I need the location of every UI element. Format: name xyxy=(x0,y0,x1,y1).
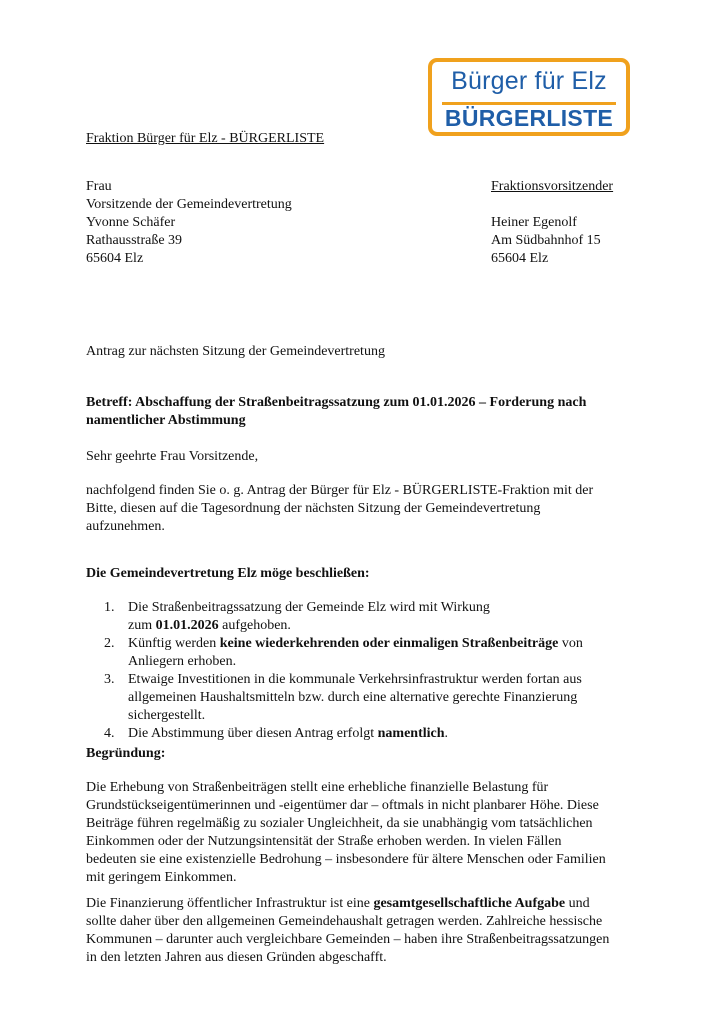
list-item-body xyxy=(128,725,448,743)
resolution-list xyxy=(104,599,664,739)
recipient-line: Rathausstraße 39 xyxy=(86,233,183,248)
recipient-block xyxy=(86,178,292,268)
reasoning-paragraph-2 xyxy=(86,895,609,967)
list-item-line: allgemeinen Haushaltsmitteln bzw. durch eine alternative gerechte Finanzierung xyxy=(128,690,578,705)
reasoning-heading: Begründung: xyxy=(86,746,166,761)
logo xyxy=(428,58,630,136)
subject-line-1: Betreff: Abschaffung der Straßenbeitragssatzung zum 01.01.2026 – Forderung nach xyxy=(86,395,587,410)
bold-run: gesamtgesellschaftliche Aufgabe xyxy=(373,896,566,911)
list-item-line: sichergestellt. xyxy=(128,708,206,723)
text-run: zum xyxy=(128,618,156,633)
recipient-line: Yvonne Schäfer xyxy=(86,215,176,230)
list-item-number: 4. xyxy=(104,726,115,741)
list-item-number: 2. xyxy=(104,636,115,651)
paragraph-line: Beiträge führen regelmäßig zu sozialer Ungleichheit, da sie unabhängig vom tatsächlichen xyxy=(86,816,593,831)
paragraph-line: mit geringem Einkommen. xyxy=(86,870,237,885)
sender-line: Am Südbahnhof 15 xyxy=(491,233,601,248)
intro-line: Antrag zur nächsten Sitzung der Gemeindevertretung xyxy=(86,344,385,359)
opening-paragraph xyxy=(86,482,593,536)
recipient-line: 65604 Elz xyxy=(86,251,144,266)
sender-block xyxy=(491,178,613,268)
list-item-body xyxy=(128,671,582,725)
sender-title: Fraktionsvorsitzender xyxy=(491,179,614,194)
paragraph-line: bedeuten sie eine existenzielle Bedrohung – insbesondere für ältere Menschen oder Familien xyxy=(86,852,606,867)
recipient-line: Vorsitzende der Gemeindevertretung xyxy=(86,197,292,212)
list-item-number: 3. xyxy=(104,672,115,687)
list-item-number: 1. xyxy=(104,600,115,615)
paragraph-line: sollte daher über den allgemeinen Gemeindehaushalt getragen werden. Zahlreiche hessische xyxy=(86,914,603,929)
subject xyxy=(86,394,586,430)
logo-line-1: Bürger für Elz xyxy=(451,67,607,95)
bold-run: keine wiederkehrenden oder einmaligen Straßenbeiträge xyxy=(219,636,559,651)
salutation: Sehr geehrte Frau Vorsitzende, xyxy=(86,449,259,464)
text-run: Künftig werden xyxy=(128,636,220,651)
paragraph-line: Einkommen oder der Nutzungsintensität der Straße erhoben werden. In vielen Fällen xyxy=(86,834,562,849)
paragraph-line xyxy=(86,895,609,913)
spacer xyxy=(491,196,613,214)
list-item-line xyxy=(128,635,583,653)
list-item-body xyxy=(128,599,490,635)
list-item-line: Etwaige Investitionen in die kommunale Verkehrsinfrastruktur werden fortan aus xyxy=(128,672,582,687)
sender-line: 65604 Elz xyxy=(491,251,549,266)
paragraph-line: Grundstückseigentümerinnen und -eigentümer dar – oftmals in nicht planbarer Höhe. Diese xyxy=(86,798,599,813)
list-item-line: Die Straßenbeitragssatzung der Gemeinde Elz wird mit Wirkung xyxy=(128,600,490,615)
bold-run: namentlich xyxy=(377,726,445,741)
paragraph-line: nachfolgend finden Sie o. g. Antrag der Bürger für Elz - BÜRGERLISTE-Fraktion mit der xyxy=(86,483,594,498)
paragraph-line: Bitte, diesen auf die Tagesordnung der nächsten Sitzung der Gemeindevertretung xyxy=(86,501,541,516)
fraction-header: Fraktion Bürger für Elz - BÜRGERLISTE xyxy=(86,131,325,146)
text-run: . xyxy=(444,726,449,741)
text-run: Die Finanzierung öffentlicher Infrastruktur ist eine xyxy=(86,896,374,911)
list-item-line xyxy=(128,617,490,635)
text-run: und xyxy=(565,896,590,911)
sender-line: Heiner Egenolf xyxy=(491,215,577,230)
list-item-line xyxy=(128,725,448,743)
list-item-body xyxy=(128,635,583,671)
paragraph-line: Kommunen – darunter auch vergleichbare Gemeinden – haben ihre Straßenbeitragssatzungen xyxy=(86,932,610,947)
bold-run: 01.01.2026 xyxy=(155,618,219,633)
paragraph-line: in den letzten Jahren aus diesen Gründen abgeschafft. xyxy=(86,950,387,965)
text-run: von xyxy=(558,636,583,651)
list-item-line: Anliegern erhoben. xyxy=(128,654,237,669)
text-run: aufgehoben. xyxy=(218,618,291,633)
resolution-heading: Die Gemeindevertretung Elz möge beschließen: xyxy=(86,566,370,581)
reasoning-paragraph-1 xyxy=(86,779,606,887)
text-run: Die Abstimmung über diesen Antrag erfolgt xyxy=(128,726,378,741)
paragraph-line: Die Erhebung von Straßenbeiträgen stellt eine erhebliche finanzielle Belastung für xyxy=(86,780,549,795)
recipient-line: Frau xyxy=(86,179,112,194)
subject-line-2: namentlicher Abstimmung xyxy=(86,413,246,428)
paragraph-line: aufzunehmen. xyxy=(86,519,165,534)
logo-line-2: BÜRGERLISTE xyxy=(444,105,614,131)
